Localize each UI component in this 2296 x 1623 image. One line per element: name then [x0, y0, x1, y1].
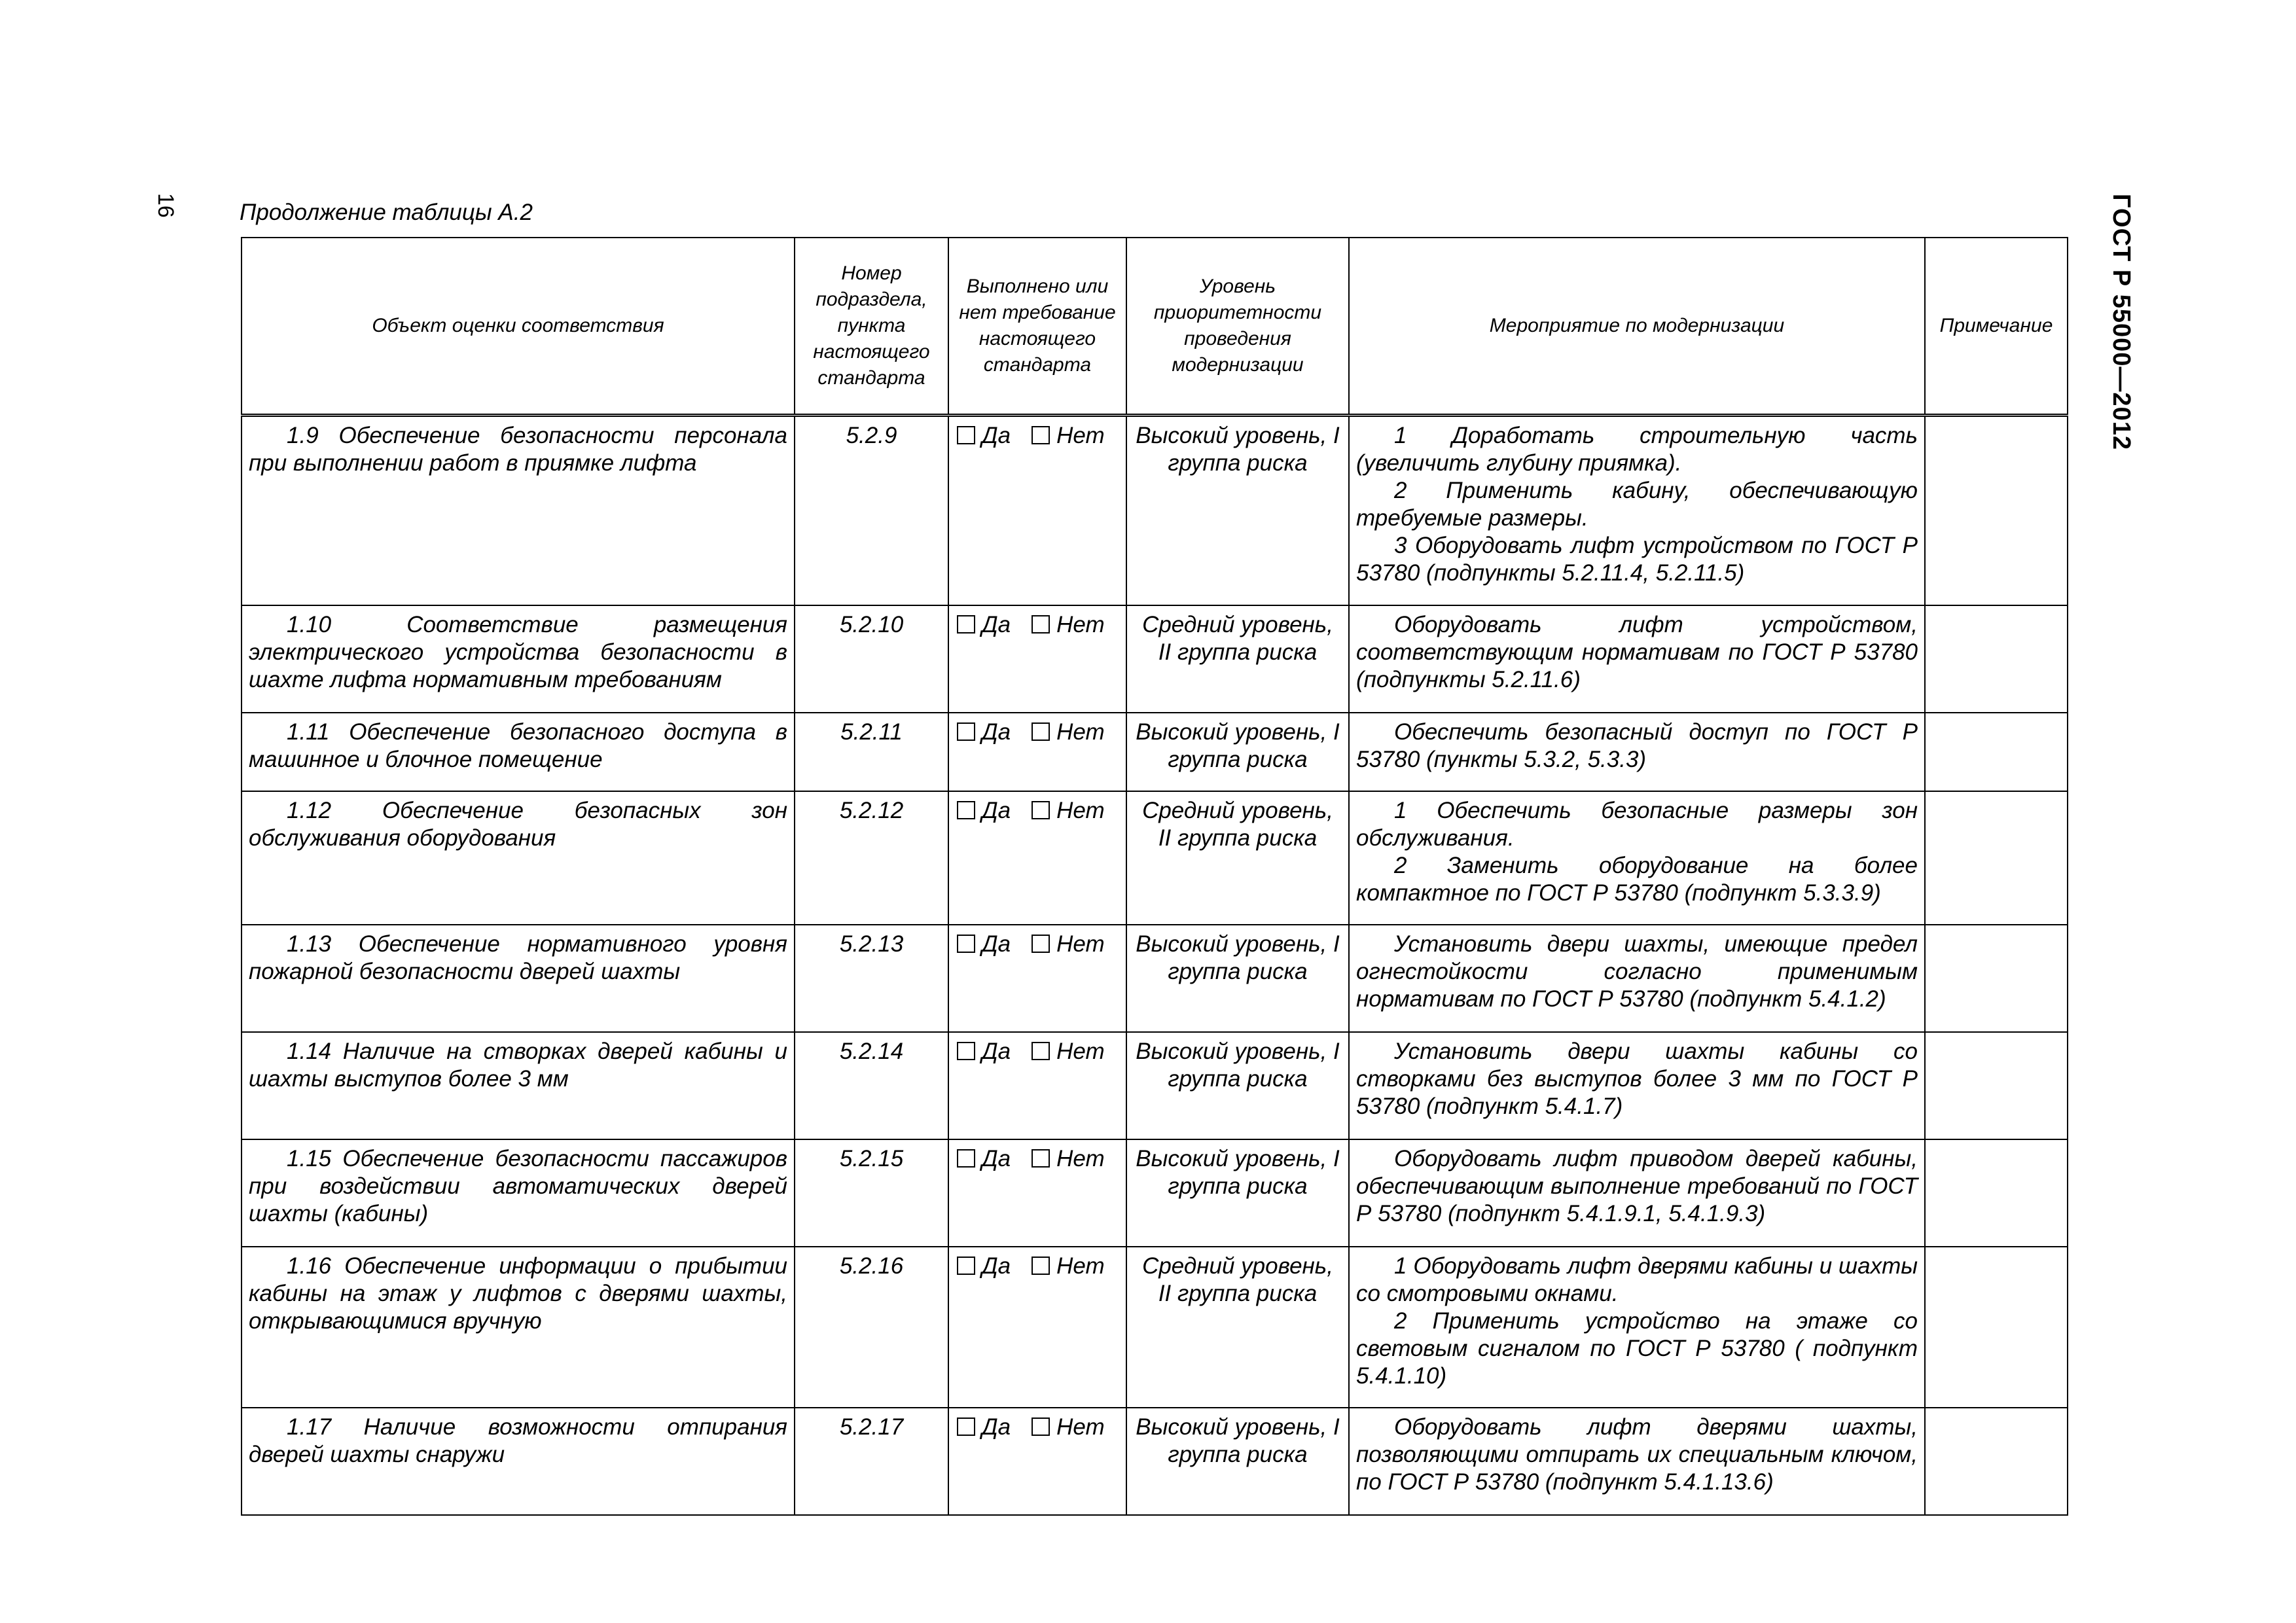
number-cell: 5.2.16: [795, 1247, 948, 1408]
document-id: ГОСТ Р 55000—2012: [2108, 194, 2135, 450]
done-cell: [948, 713, 1126, 791]
yes-label: Да: [982, 423, 1011, 448]
number-cell: 5.2.14: [795, 1032, 948, 1139]
no-label: Нет: [1056, 797, 1105, 823]
yes-checkbox[interactable]: [957, 801, 975, 819]
assessment-table: [241, 237, 2068, 1516]
action-line: Установить двери шахты кабины со створками без выступов более 3 мм по ГОСТ Р 53780 (подпункт 5.4.1.7): [1356, 1038, 1918, 1119]
header-note: Примечание: [1925, 238, 2068, 416]
header-level: Уровень приоритетности проведения модернизации: [1126, 238, 1349, 416]
table-row: [242, 605, 2068, 713]
object-cell: 1.16 Обеспечение информации о прибытии кабины на этаж у лифтов с дверями шахты, открывающимися вручную: [242, 1247, 795, 1408]
action-line: 1 Оборудовать лифт дверями кабины и шахты со смотровыми окнами.: [1356, 1253, 1918, 1306]
no-checkbox[interactable]: [1031, 801, 1050, 819]
no-label: Нет: [1056, 931, 1105, 957]
table-row: [242, 925, 2068, 1032]
level-cell: Высокий уровень, I группа риска: [1126, 1139, 1349, 1247]
note-cell: [1925, 1408, 2068, 1515]
yes-checkbox[interactable]: [957, 615, 975, 633]
yes-label: Да: [982, 611, 1011, 637]
level-cell: Высокий уровень, I группа риска: [1126, 925, 1349, 1032]
header-action: Мероприятие по модернизации: [1349, 238, 1925, 416]
level-cell: Средний уровень, II группа риска: [1126, 605, 1349, 713]
action-cell: [1349, 1408, 1925, 1515]
no-checkbox[interactable]: [1031, 722, 1050, 741]
no-checkbox[interactable]: [1031, 615, 1050, 633]
header-object: Объект оценки соответствия: [242, 238, 795, 416]
header-number: Номер подраздела, пункта настоящего стандарта: [795, 238, 948, 416]
number-cell: 5.2.10: [795, 605, 948, 713]
done-cell: [948, 791, 1126, 925]
action-line: 2 Применить кабину, обеспечивающую требуемые размеры.: [1356, 478, 1918, 531]
object-cell: 1.15 Обеспечение безопасности пассажиров при воздействии автоматических дверей шахты (кабины): [242, 1139, 795, 1247]
no-label: Нет: [1056, 611, 1105, 637]
yes-checkbox[interactable]: [957, 1418, 975, 1436]
action-line: 3 Оборудовать лифт устройством по ГОСТ Р 53780 (подпункты 5.2.11.4, 5.2.11.5): [1356, 533, 1918, 586]
level-cell: Высокий уровень, I группа риска: [1126, 1032, 1349, 1139]
action-cell: [1349, 925, 1925, 1032]
note-cell: [1925, 1247, 2068, 1408]
no-label: Нет: [1056, 719, 1105, 745]
no-label: Нет: [1056, 1253, 1105, 1279]
number-cell: 5.2.17: [795, 1408, 948, 1515]
note-cell: [1925, 605, 2068, 713]
action-line: 2 Применить устройство на этаже со световым сигналом по ГОСТ Р 53780 ( подпункт 5.4.1.10): [1356, 1308, 1918, 1389]
note-cell: [1925, 416, 2068, 605]
action-line: Установить двери шахты, имеющие предел огнестойкости согласно применимым нормативам по ГОСТ Р 53780 (подпункт 5.4.1.2): [1356, 931, 1918, 1012]
yes-label: Да: [982, 1253, 1011, 1279]
number-cell: 5.2.9: [795, 416, 948, 605]
table-row: [242, 791, 2068, 925]
yes-checkbox[interactable]: [957, 1149, 975, 1168]
action-cell: [1349, 605, 1925, 713]
table-row: [242, 416, 2068, 605]
level-cell: Средний уровень, II группа риска: [1126, 791, 1349, 925]
note-cell: [1925, 791, 2068, 925]
yes-label: Да: [982, 1414, 1011, 1440]
no-checkbox[interactable]: [1031, 1042, 1050, 1060]
table-row: [242, 1408, 2068, 1515]
yes-checkbox[interactable]: [957, 1042, 975, 1060]
note-cell: [1925, 1032, 2068, 1139]
no-label: Нет: [1056, 1038, 1105, 1064]
done-cell: [948, 1032, 1126, 1139]
level-cell: Средний уровень, II группа риска: [1126, 1247, 1349, 1408]
action-cell: [1349, 791, 1925, 925]
object-cell: 1.17 Наличие возможности отпирания дверей шахты снаружи: [242, 1408, 795, 1515]
table-header-row: [242, 238, 2068, 416]
no-checkbox[interactable]: [1031, 426, 1050, 444]
number-cell: 5.2.15: [795, 1139, 948, 1247]
object-cell: 1.14 Наличие на створках дверей кабины и шахты выступов более 3 мм: [242, 1032, 795, 1139]
table-row: [242, 1139, 2068, 1247]
done-cell: [948, 1247, 1126, 1408]
no-checkbox[interactable]: [1031, 935, 1050, 953]
note-cell: [1925, 713, 2068, 791]
number-cell: 5.2.13: [795, 925, 948, 1032]
yes-checkbox[interactable]: [957, 935, 975, 953]
table-row: [242, 1247, 2068, 1408]
object-cell: 1.12 Обеспечение безопасных зон обслуживания оборудования: [242, 791, 795, 925]
table-caption: Продолжение таблицы А.2: [240, 200, 533, 225]
object-cell: 1.9 Обеспечение безопасности персонала при выполнении работ в приямке лифта: [242, 416, 795, 605]
yes-checkbox[interactable]: [957, 722, 975, 741]
done-cell: [948, 416, 1126, 605]
no-checkbox[interactable]: [1031, 1418, 1050, 1436]
yes-checkbox[interactable]: [957, 426, 975, 444]
yes-label: Да: [982, 1145, 1011, 1171]
done-cell: [948, 1408, 1126, 1515]
table-row: [242, 1032, 2068, 1139]
object-cell: 1.11 Обеспечение безопасного доступа в машинное и блочное помещение: [242, 713, 795, 791]
yes-label: Да: [982, 797, 1011, 823]
action-line: 1 Обеспечить безопасные размеры зон обслуживания.: [1356, 797, 1918, 851]
no-label: Нет: [1056, 1145, 1105, 1171]
level-cell: Высокий уровень, I группа риска: [1126, 713, 1349, 791]
action-line: 2 Заменить оборудование на более компактное по ГОСТ Р 53780 (подпункт 5.3.3.9): [1356, 852, 1918, 906]
header-done: Выполнено или нет требование настоящего стандарта: [948, 238, 1126, 416]
page-number: 16: [153, 193, 178, 218]
action-line: Оборудовать лифт приводом дверей кабины, обеспечивающим выполнение требований по ГОСТ Р 53780 (подпункт 5.4.1.9.1, 5.4.1.9.3): [1356, 1145, 1918, 1226]
object-cell: 1.10 Соответствие размещения электрического устройства безопасности в шахте лифта нормативным требованиям: [242, 605, 795, 713]
no-label: Нет: [1056, 423, 1105, 448]
number-cell: 5.2.11: [795, 713, 948, 791]
no-checkbox[interactable]: [1031, 1257, 1050, 1275]
action-line: Оборудовать лифт дверями шахты, позволяющими отпирать их специальным ключом, по ГОСТ Р 53780 (подпункт 5.4.1.13.6): [1356, 1414, 1918, 1495]
yes-label: Да: [982, 719, 1011, 745]
note-cell: [1925, 925, 2068, 1032]
done-cell: [948, 925, 1126, 1032]
no-label: Нет: [1056, 1414, 1105, 1440]
note-cell: [1925, 1139, 2068, 1247]
action-cell: [1349, 416, 1925, 605]
table-row: [242, 713, 2068, 791]
action-cell: [1349, 1139, 1925, 1247]
action-cell: [1349, 1032, 1925, 1139]
yes-label: Да: [982, 1038, 1011, 1064]
no-checkbox[interactable]: [1031, 1149, 1050, 1168]
yes-checkbox[interactable]: [957, 1257, 975, 1275]
action-line: Обеспечить безопасный доступ по ГОСТ Р 53780 (пункты 5.3.2, 5.3.3): [1356, 719, 1918, 772]
action-cell: [1349, 713, 1925, 791]
done-cell: [948, 1139, 1126, 1247]
level-cell: Высокий уровень, I группа риска: [1126, 416, 1349, 605]
level-cell: Высокий уровень, I группа риска: [1126, 1408, 1349, 1515]
number-cell: 5.2.12: [795, 791, 948, 925]
action-line: Оборудовать лифт устройством, соответствующим нормативам по ГОСТ Р 53780 (подпункты 5.2.11.6): [1356, 611, 1918, 692]
yes-label: Да: [982, 931, 1011, 957]
action-line: 1 Доработать строительную часть (увеличить глубину приямка).: [1356, 423, 1918, 476]
done-cell: [948, 605, 1126, 713]
object-cell: 1.13 Обеспечение нормативного уровня пожарной безопасности дверей шахты: [242, 925, 795, 1032]
action-cell: [1349, 1247, 1925, 1408]
